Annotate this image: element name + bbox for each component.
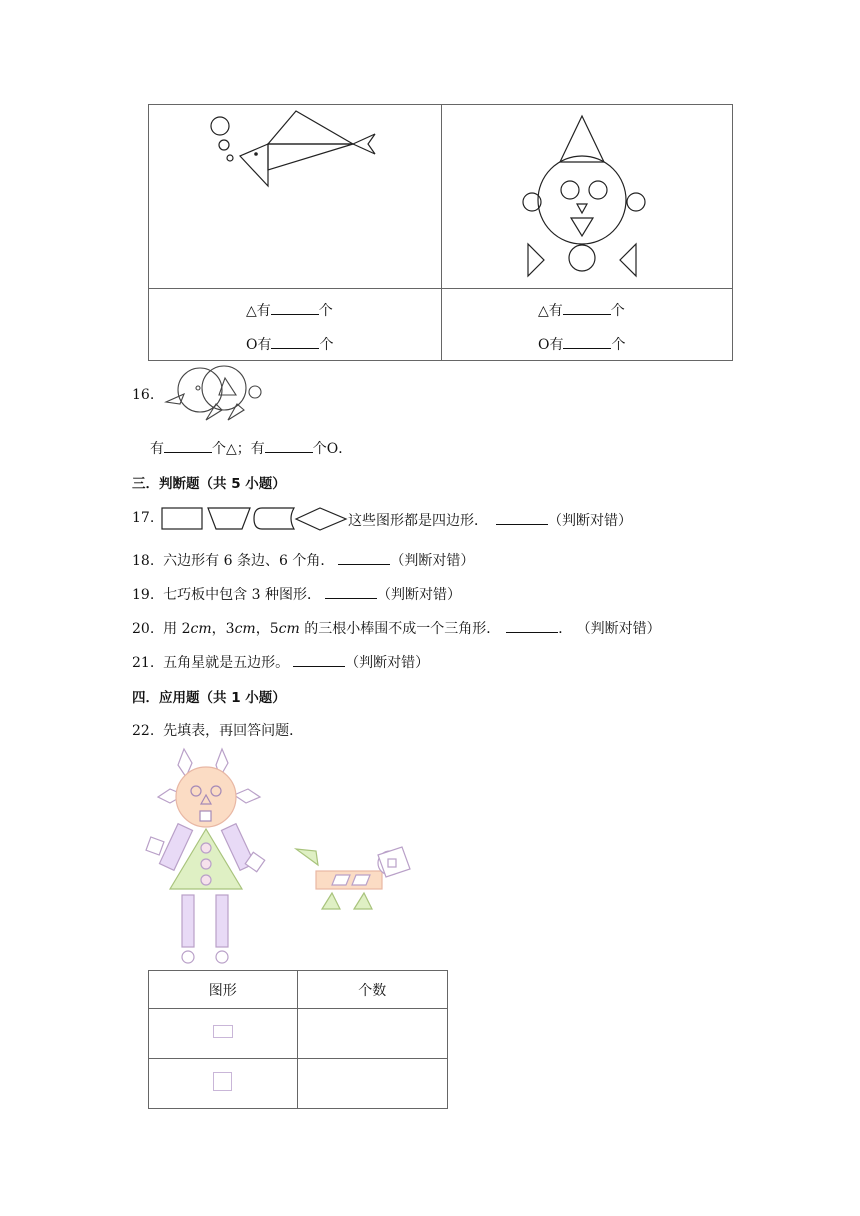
q15-col1-triangle-line: △有 个 <box>246 300 333 320</box>
q21-line: 21. 五角星就是五边形。 （判断对错） <box>132 652 429 672</box>
table-header-shape: 图形 <box>149 971 298 1009</box>
section-4-title: 四．应用题（共 1 小题） <box>132 690 286 706</box>
count-cell[interactable] <box>297 1009 447 1059</box>
bird-figure <box>162 364 266 426</box>
q20-line: 20. 用 2cm，3cm，5cm 的三根小棒围不成一个三角形． ． （判断对错） <box>132 618 661 638</box>
shapes-figure <box>140 745 420 967</box>
table-row <box>149 1059 448 1109</box>
q17-line: 17. <box>132 510 155 526</box>
q17-text: 这些图形都是四边形． （判断对错） <box>348 510 632 530</box>
q16-answer-line: 有 个△；有 个O． <box>150 438 352 458</box>
count-cell[interactable] <box>297 1059 447 1109</box>
square-icon <box>213 1072 232 1091</box>
answer-blank[interactable] <box>563 334 611 349</box>
answer-blank[interactable] <box>563 300 611 315</box>
clown-figure <box>520 114 652 282</box>
answer-blank[interactable] <box>506 618 558 633</box>
q19-line: 19. 七巧板中包含 3 种图形． （判断对错） <box>132 584 461 604</box>
table-row <box>149 1009 448 1059</box>
q15-table <box>148 104 733 361</box>
q15-col1-circle-line: O有 个 <box>246 334 333 354</box>
q18-line: 18. 六边形有 6 条边、6 个角． （判断对错） <box>132 550 474 570</box>
rectangle-icon <box>213 1025 233 1038</box>
answer-blank[interactable] <box>325 584 377 599</box>
answer-blank[interactable] <box>271 300 319 315</box>
answer-blank[interactable] <box>338 550 390 565</box>
section-3-title: 三．判断题（共 5 小题） <box>132 476 286 492</box>
q16-number: 16. <box>132 387 155 403</box>
quadrilateral-shapes <box>160 505 350 533</box>
answer-blank[interactable] <box>293 652 345 667</box>
answer-blank[interactable] <box>265 438 313 453</box>
fish-figure <box>208 108 388 198</box>
q15-col2-circle-line: O有 个 <box>538 334 625 354</box>
answer-blank[interactable] <box>164 438 212 453</box>
q22-line: 22. 先填表，再回答问题． <box>132 723 304 739</box>
answer-blank[interactable] <box>271 334 319 349</box>
q15-col2-triangle-line: △有 个 <box>538 300 625 320</box>
q22-table <box>148 970 448 1109</box>
answer-blank[interactable] <box>496 510 548 525</box>
table-header-count: 个数 <box>297 971 447 1009</box>
